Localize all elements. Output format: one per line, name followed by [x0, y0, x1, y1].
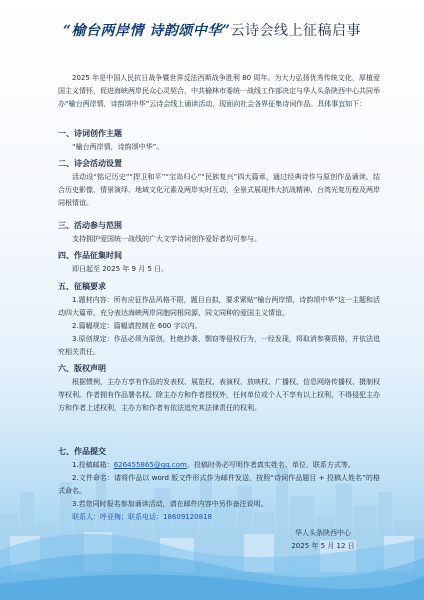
email-note: ，投稿时务必写明作者真实姓名、单位、联系方式等。 — [186, 461, 355, 469]
title-slogan: “榆台两岸情 诗韵颂中华” — [63, 23, 231, 39]
section-heading-submission: 七、作品提交 — [58, 447, 106, 456]
email-label: 1.投稿邮箱： — [72, 461, 114, 469]
page-title — [0, 20, 424, 40]
intro-paragraph: 2025 年是中国人民抗日战争暨世界反法西斯战争胜利 80 周年。为大力弘扬优秀传统文化，厚植爱国主义情怀，促进海峡两岸民众心灵契合，中共榆林市委统一战线工作部决定与华人头条陕西中心共同举办“榆台两岸情，诗韵颂中华”云诗会线上诵读活动，现面向社会各界征集诗词作品。具体事宜如下： — [58, 74, 380, 108]
submission-item-filename: 2.文件命名：请将作品以 word 版文件形式作为邮件发送，按照“诗词作品题目 + 投稿人姓名”的格式命名。 — [58, 474, 380, 495]
submission-item-recital: 3.若您同时报名参加诵读活动，请在邮件内容中另作备注说明。 — [72, 500, 268, 508]
section-heading-copyright: 六、版权声明 — [58, 364, 106, 373]
title-rest: 云诗会线上征稿启事 — [230, 23, 361, 39]
submission-item-email — [58, 459, 380, 472]
copyright-paragraph: 根据惯例，主办方享有作品的发表权、展览权、表演权、放映权、广播权、信息网络传播权、摄制权等权利。作者拥有作品署名权。除主办方和作者授权外，任何单位或个人不享有以上权利，不得侵犯主办方和作者上述权利，主办方和作者有依法追究其法律责任的权利。 — [58, 378, 380, 412]
section-heading-requirements: 五、征稿要求 — [58, 282, 106, 291]
section-body-setup: 活动设“铭记历史”“捍卫和平”“宝岛归心”“民族复兴”四大篇章，通过经典诗作与原创作品诵读，结合历史影像、情景演绎、地域文化元素及两岸实时互动，全景式展现伟大抗战精神、台湾光复历程及两岸同根情谊。 — [58, 173, 380, 207]
section-heading-setup: 二、诗会活动设置 — [58, 159, 122, 168]
section-heading-scope: 三、活动参与范围 — [58, 221, 122, 230]
signature-org: 华人头条陕西中心 — [295, 529, 351, 537]
section-heading-time: 四、作品征集时间 — [58, 251, 122, 260]
section-body-scope: 支持拥护爱国统一战线的广大文学诗词创作爱好者均可参与。 — [72, 235, 261, 243]
section-body-theme: “榆台两岸情，诗韵颂中华”。 — [72, 143, 164, 151]
requirement-item-topic: 1.题材内容：所有应征作品风格不限，题目自拟，要求紧贴“榆台两岸情，诗韵颂中华”这一主题和活动四大篇章，充分表达海峡两岸同胞同根同源、同文同种的爱国主义情谊。 — [58, 296, 380, 317]
submission-email-link[interactable]: 626455865@qq.com — [113, 461, 187, 469]
contact-line: 联系人：呼亚梅；联系电话：18609120818 — [72, 513, 212, 521]
section-heading-theme: 一、诗词创作主题 — [58, 129, 122, 138]
requirement-item-original: 3.原创规定：作品必须为原创，杜绝抄袭、剽窃等侵权行为，一经发现，将取消参赛资格，并依法追究相关责任。 — [58, 335, 380, 356]
requirement-item-length: 2.篇幅规定：篇幅请控制在 600 字以内。 — [72, 322, 202, 330]
section-body-time: 即日起至 2025 年 9 月 5 日。 — [72, 265, 169, 273]
signature-date: 2025 年 5 月 12 日 — [291, 542, 355, 550]
